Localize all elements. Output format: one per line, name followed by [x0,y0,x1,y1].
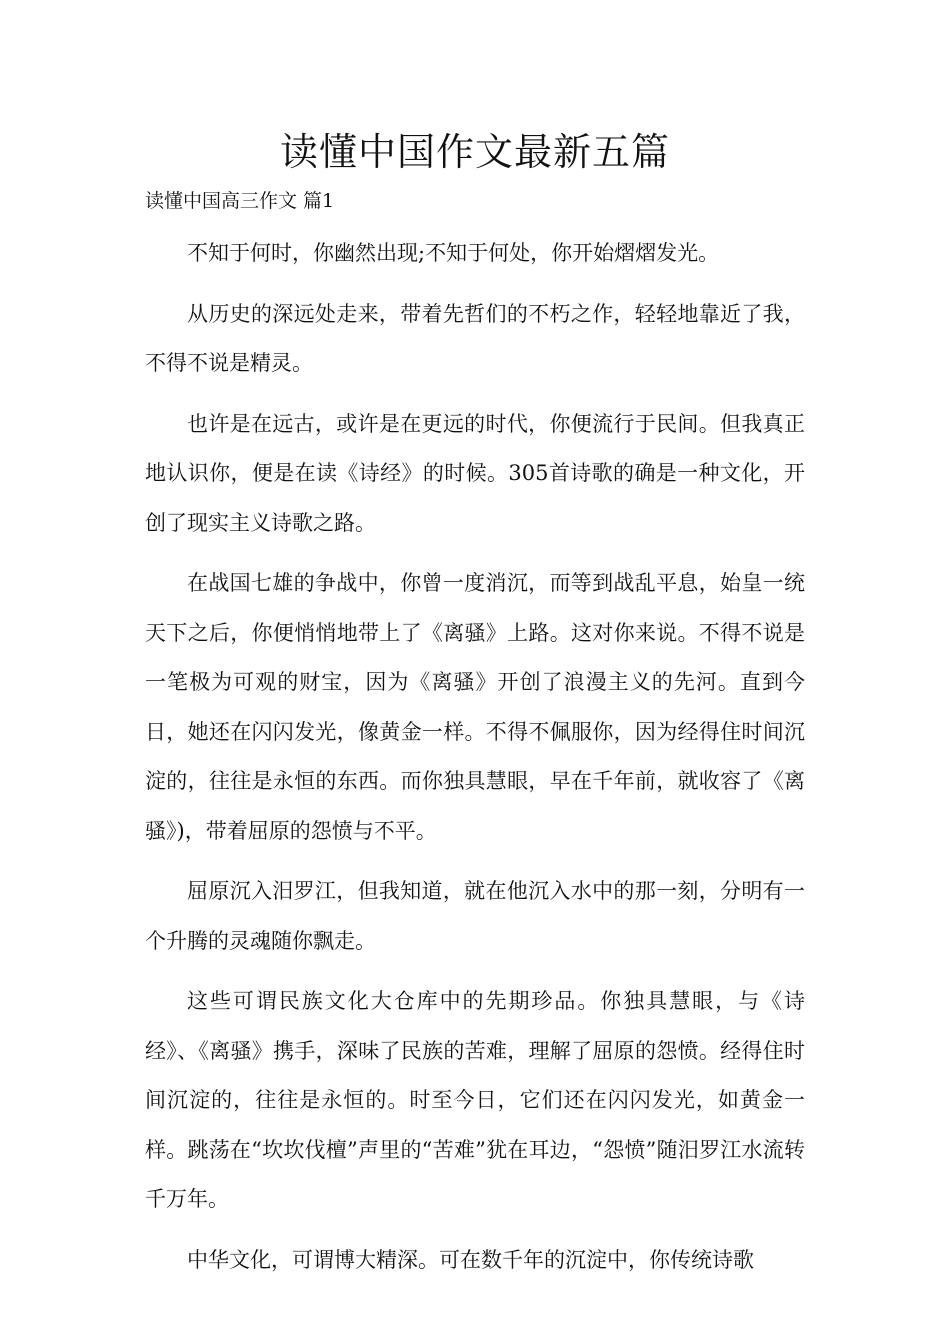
paragraph: 不知于何时，你幽然出现;不知于何处，你开始熠熠发光。 [187,241,720,265]
document-body [145,230,805,1296]
paragraph: 在战国七雄的争战中，你曾一度消沉，而等到战乱平息，始皇一统天下之后，你便悄悄地带上了《离骚》上路。这对你来说。不得不说是一笔极为可观的财宝，因为《离骚》开创了浪漫主义的先河。直到今日，她还在闪闪发光，像黄金一样。不得不佩服你，因为经得住时间沉淀的，往往是永恒的东西。而你独具慧眼，早在千年前，就收容了《离骚》)，带着屈原的怨愤与不平。 [145,571,805,843]
paragraph: 屈原沉入汨罗江，但我知道，就在他沉入水中的那一刻，分明有一个升腾的灵魂随你飘走。 [145,879,805,953]
section-heading: 读懂中国高三作文 篇1 [145,190,335,212]
document-title: 读懂中国作文最新五篇 [279,130,670,174]
paragraph: 中华文化，可谓博大精深。可在数千年的沉淀中，你传统诗歌 [187,1247,754,1272]
paragraph: 从历史的深远处走来，带着先哲们的不朽之作，轻轻地靠近了我，不得不说是精灵。 [145,301,805,375]
paragraph: 也许是在远古，或许是在更远的时代，你便流行于民间。但我真正地认识你，便是在读《诗经》的时候。305首诗歌的确是一种文化，开创了现实主义诗歌之路。 [145,411,805,535]
paragraph: 这些可谓民族文化大仓库中的先期珍品。你独具慧眼，与《诗经》、《离骚》携手，深味了民族的苦难，理解了屈原的怨愤。经得住时间沉淀的，往往是永恒的。时至今日，它们还在闪闪发光，如黄金一样。跳荡在“坎坎伐檀”声里的“苦难”犹在耳边，“怨愤”随汨罗江水流转千万年。 [145,989,805,1211]
